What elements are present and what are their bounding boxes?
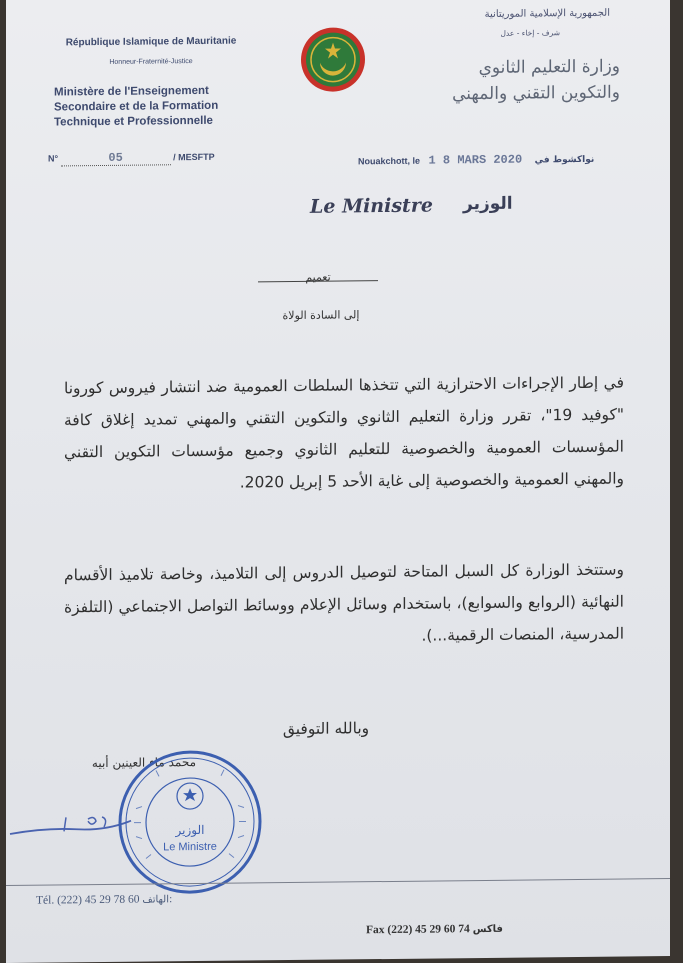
reference-number bbox=[48, 150, 215, 167]
header-country-ar: الجمهورية الإسلامية الموريتانية bbox=[484, 7, 610, 20]
title-fr: Le Ministre bbox=[310, 194, 433, 218]
header-ministry-ar bbox=[452, 54, 620, 108]
ref-number: 05 bbox=[61, 150, 171, 166]
stamp-title-fr: Le Ministre bbox=[163, 840, 217, 854]
ministry-ar-line-2: والتكوين التقني والمهني bbox=[452, 82, 620, 105]
body-paragraph-2: وستتخذ الوزارة كل السبل المتاحة لتوصيل الدروس إلى التلاميذ، وخاصة تلاميذ الأقسام النهائية (الروابع والسوابع)، باستخدام وسائل الإعلام ووسائط التواصل الاجتماعي (التلفزة المدرسية، المنصات الرقمية...). bbox=[64, 560, 624, 645]
body-paragraph-1: في إطار الإجراءات الاحترازية التي تتخذها السلطات العمومية ضد انتشار فيروس كورونا "كوفيد 19"، تقرر وزارة التعليم الثانوي والتكوين التقني والمهني تمديد إغلاق كافة المؤسسات العمومية والخصوصية للتعليم الثانوي وجميع مؤسسات التكوين التقني والمهني العمومية والخصوصية إلى غاية الأحد 5 إبريل 2020. bbox=[64, 373, 624, 492]
header-country-fr: République Islamique de Mauritanie bbox=[65, 35, 237, 49]
date-stamp: 1 8 MARS 2020 bbox=[428, 152, 523, 168]
ministry-ar-line-1: وزارة التعليم الثانوي bbox=[478, 56, 620, 79]
ministry-line-3: Technique et Professionnelle bbox=[54, 114, 213, 129]
signer-name: محمد ماء العينين أبيه bbox=[91, 755, 196, 771]
fax-number: Fax (222) 45 29 60 74 bbox=[366, 923, 470, 937]
header-ministry-fr bbox=[54, 83, 284, 130]
ministry-line-1: Ministère de l'Enseignement bbox=[54, 84, 209, 99]
circular-heading bbox=[258, 270, 378, 282]
tel-label-ar: الهاتف: bbox=[142, 894, 173, 906]
place-fr: Nouakchott, le bbox=[358, 155, 421, 167]
national-emblem-icon bbox=[300, 26, 366, 93]
ministry-line-2: Secondaire et de la Formation bbox=[54, 99, 219, 114]
circular-label: تعميم bbox=[305, 270, 331, 284]
fax-label-ar: فاكس bbox=[472, 923, 503, 936]
footer-fax bbox=[366, 923, 503, 936]
addressee: إلى السادة الولاة bbox=[282, 308, 360, 323]
ref-suffix: / MESFTP bbox=[173, 151, 215, 163]
official-stamp-icon bbox=[116, 747, 264, 897]
place-ar: نواكشوط في bbox=[534, 154, 595, 166]
closing-formula: وبالله التوفيق bbox=[282, 719, 370, 739]
letter-page bbox=[6, 0, 670, 963]
stamp-title-ar: الوزير bbox=[175, 822, 205, 838]
title-ar: الوزير bbox=[463, 193, 513, 215]
tel-number: Tél. (222) 45 29 78 60 bbox=[36, 893, 140, 907]
place-date bbox=[358, 152, 594, 168]
header-motto-ar: شرف - إخاء - عدل bbox=[500, 28, 560, 38]
ref-prefix: N° bbox=[48, 153, 59, 164]
footer-tel bbox=[36, 893, 172, 906]
header-motto-fr: Honneur-Fraternité-Justice bbox=[109, 58, 193, 66]
footer-divider bbox=[6, 878, 670, 886]
